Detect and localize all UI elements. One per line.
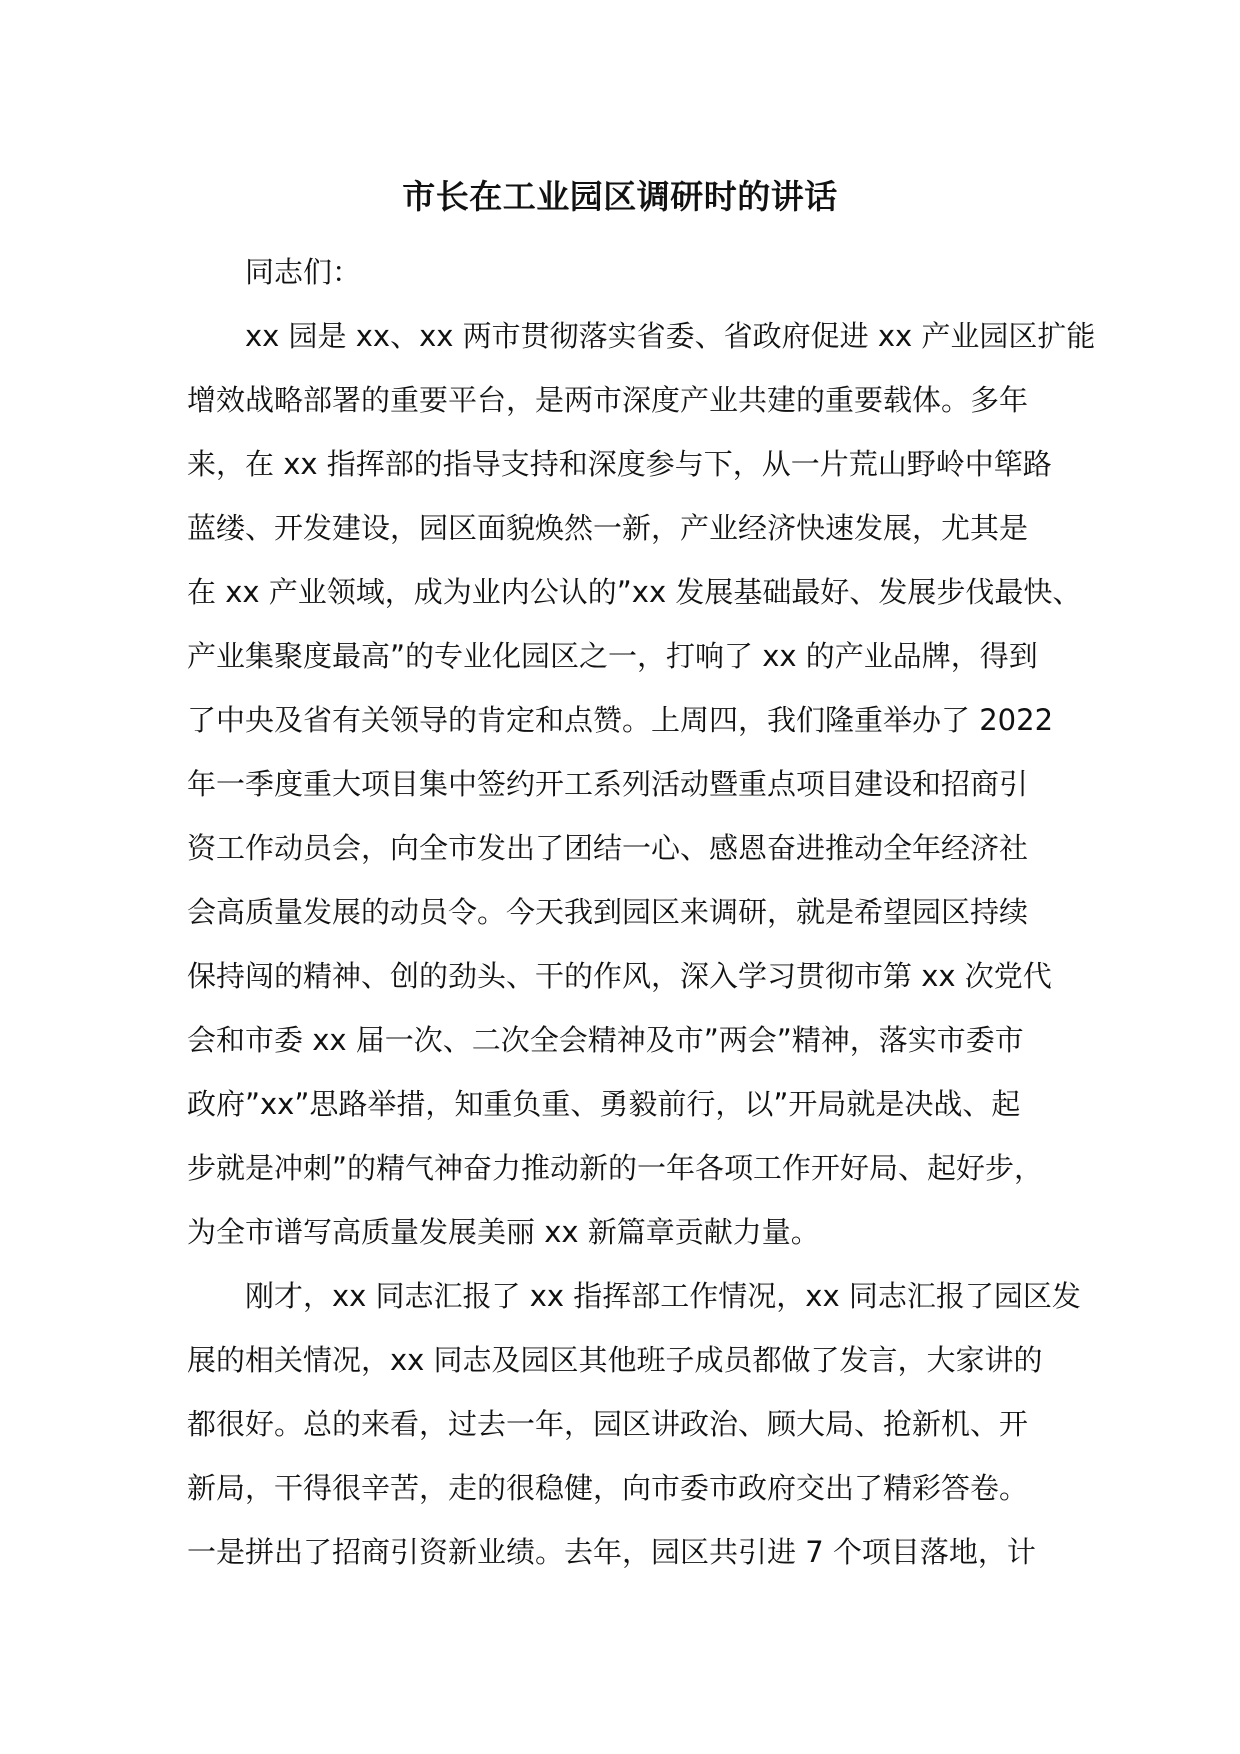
paragraph-1-line: 产业集聚度最高”的专业化园区之一，打响了 xx 的产业品牌，得到	[187, 639, 1038, 673]
salutation-paragraph	[187, 240, 1047, 304]
paragraph-1-line: 会和市委 xx 届一次、二次全会精神及市”两会”精神，落实市委市	[187, 1023, 1024, 1057]
paragraph-2-line: 一是拼出了招商引资新业绩。去年，园区共引进 7 个项目落地，计	[187, 1535, 1036, 1569]
document-body	[187, 240, 1096, 1584]
paragraph-1-line: 年一季度重大项目集中签约开工系列活动暨重点项目建设和招商引	[187, 767, 1029, 801]
paragraph-2-line: 刚才，xx 同志汇报了 xx 指挥部工作情况，xx 同志汇报了园区发	[245, 1279, 1081, 1313]
salutation: 同志们：	[245, 255, 362, 289]
paragraph-1-line: 在 xx 产业领域，成为业内公认的”xx 发展基础最好、发展步伐最快、	[187, 575, 1082, 609]
paragraph-2-line: 都很好。总的来看，过去一年，园区讲政治、顾大局、抢新机、开	[187, 1407, 1029, 1441]
paragraph-2	[187, 1264, 1081, 1328]
paragraph-1-line: 来，在 xx 指挥部的指导支持和深度参与下，从一片荒山野岭中筚路	[187, 447, 1052, 481]
document-title: 市长在工业园区调研时的讲话	[402, 177, 838, 216]
paragraph-1-continued	[187, 368, 1082, 1264]
paragraph-1-line: 为全市谱写高质量发展美丽 xx 新篇章贡献力量。	[187, 1215, 820, 1249]
paragraph-1-line: 蓝缕、开发建设，园区面貌焕然一新，产业经济快速发展，尤其是	[187, 511, 1029, 545]
paragraph-2-line: 展的相关情况，xx 同志及园区其他班子成员都做了发言，大家讲的	[187, 1343, 1043, 1377]
paragraph-1-line: 资工作动员会，向全市发出了团结一心、感恩奋进推动全年经济社	[187, 831, 1029, 865]
paragraph-1	[187, 304, 1096, 368]
paragraph-2-continued	[187, 1328, 1047, 1584]
paragraph-1-line: 会高质量发展的动员令。今天我到园区来调研，就是希望园区持续	[187, 895, 1029, 929]
paragraph-1-line: 增效战略部署的重要平台，是两市深度产业共建的重要载体。多年	[187, 383, 1029, 417]
paragraph-1-line: 步就是冲刺”的精气神奋力推动新的一年各项工作开好局、起好步，	[187, 1151, 1044, 1185]
paragraph-1-line: 了中央及省有关领导的肯定和点赞。上周四，我们隆重举办了 2022	[187, 703, 1054, 737]
paragraph-1-line: 政府”xx”思路举措，知重负重、勇毅前行，以”开局就是决战、起	[187, 1087, 1021, 1121]
paragraph-2-line: 新局，干得很辛苦，走的很稳健，向市委市政府交出了精彩答卷。	[187, 1471, 1029, 1505]
paragraph-1-line: 保持闯的精神、创的劲头、干的作风，深入学习贯彻市第 xx 次党代	[187, 959, 1052, 993]
paragraph-1-line: xx 园是 xx、xx 两市贯彻落实省委、省政府促进 xx 产业园区扩能	[245, 319, 1096, 353]
